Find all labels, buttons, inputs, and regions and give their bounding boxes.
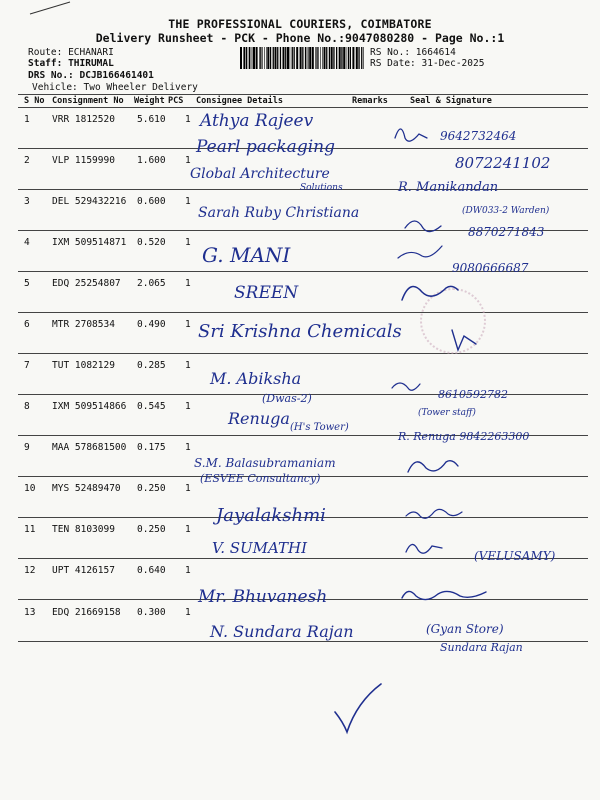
company-title: THE PROFESSIONAL COURIERS, COIMBATORE (168, 17, 432, 31)
hw-r13-name: N. Sundara Rajan (210, 622, 354, 641)
hw-r10-name: Jayalakshmi (216, 505, 326, 526)
col-remarks: Remarks (352, 96, 388, 106)
row-sno: 7 (24, 360, 30, 371)
row-consignment-no: IXM 509514871 (52, 237, 127, 248)
hw-r4-phone: 9080666687 (452, 261, 529, 275)
header-rule-top (18, 94, 588, 95)
row-consignment-no: MYS 52489470 (52, 483, 121, 494)
table-row (0, 313, 600, 353)
row-divider (18, 641, 588, 642)
row-pcs: 1 (185, 155, 191, 166)
hw-r13-store: (Gyan Store) (426, 622, 504, 636)
hw-r11-note: (VELUSAMY) (474, 549, 556, 563)
staff-value: THIRUMAL (68, 58, 114, 69)
col-pcs: PCS (168, 96, 184, 106)
drs-value: DCJB166461401 (79, 70, 154, 81)
hw-r7-phone: 8610592782 (438, 388, 508, 401)
hw-r3-phone: 8870271843 (468, 225, 545, 239)
col-consignment: Consignment No (52, 96, 124, 106)
table-row (0, 272, 600, 312)
rs-no-line (370, 47, 456, 58)
row-consignment-no: VLP 1159990 (52, 155, 115, 166)
rs-date-label: RS Date: (370, 58, 416, 69)
vehicle-label: Vehicle: (32, 82, 78, 93)
table-row (0, 559, 600, 599)
hw-r7-note: (Dwas-2) (262, 392, 312, 405)
hw-r13-signer: Sundara Rajan (440, 641, 523, 654)
row-pcs: 1 (185, 196, 191, 207)
hw-r8-signer: R. Renuga 9842263300 (398, 430, 530, 443)
runsheet-subtitle: Delivery Runsheet - PCK - Phone No.:9047080280 - Page No.:1 (95, 31, 505, 45)
row-sno: 4 (24, 237, 30, 248)
row-consignment-no: TEN 8103099 (52, 524, 115, 535)
drs-line (28, 70, 154, 81)
row-weight: 2.065 (137, 278, 166, 289)
row-weight: 0.520 (137, 237, 166, 248)
table-row (0, 601, 600, 641)
row-weight: 0.490 (137, 319, 166, 330)
row-sno: 8 (24, 401, 30, 412)
hw-r2-signer: R. Manikandan (398, 180, 499, 195)
row-consignment-no: IXM 509514866 (52, 401, 127, 412)
table-row (0, 149, 600, 189)
hw-r6-name: Sri Krishna Chemicals (198, 321, 402, 342)
col-seal-signature: Seal & Signature (410, 96, 492, 106)
row-weight: 5.610 (137, 114, 166, 125)
row-weight: 0.285 (137, 360, 166, 371)
rs-no-value: 1664614 (415, 47, 456, 58)
row-pcs: 1 (185, 278, 191, 289)
row-sno: 3 (24, 196, 30, 207)
route-label: Route: (28, 47, 63, 58)
row-sno: 11 (24, 524, 36, 535)
hw-r11-name: V. SUMATHI (212, 539, 308, 557)
row-sno: 1 (24, 114, 30, 125)
table-row (0, 354, 600, 394)
row-consignment-no: DEL 529432216 (52, 196, 127, 207)
runsheet-barcode (240, 47, 366, 69)
row-consignment-no: VRR 1812520 (52, 114, 115, 125)
hw-r9-company: (ESVEE Consultancy) (200, 472, 321, 485)
row-pcs: 1 (185, 237, 191, 248)
row-sno: 13 (24, 607, 36, 618)
row-pcs: 1 (185, 565, 191, 576)
route-value: ECHANARI (68, 47, 114, 58)
hw-r1-name: Athya Rajeev (200, 111, 314, 131)
row-sno: 5 (24, 278, 30, 289)
drs-label: DRS No.: (28, 70, 74, 81)
hw-r2-company: Global Architecture (190, 166, 330, 182)
row-sno: 9 (24, 442, 30, 453)
rs-date-line (370, 58, 484, 69)
hw-r7-name: M. Abiksha (210, 369, 302, 388)
row-pcs: 1 (185, 483, 191, 494)
row-sno: 12 (24, 565, 36, 576)
row-weight: 0.250 (137, 524, 166, 535)
row-weight: 0.250 (137, 483, 166, 494)
table-row (0, 108, 600, 148)
row-weight: 0.300 (137, 607, 166, 618)
row-sno: 10 (24, 483, 36, 494)
row-consignment-no: MTR 2708534 (52, 319, 115, 330)
hw-r1-company: Pearl packaging (196, 137, 335, 157)
row-weight: 0.640 (137, 565, 166, 576)
hw-r4-name: G. MANI (202, 243, 291, 267)
hw-r3-name: Sarah Ruby Christiana (198, 205, 360, 221)
vehicle-line (32, 82, 198, 93)
hw-r8-name: Renuga (228, 409, 290, 428)
hw-r2-company-b: Solutions (300, 183, 343, 193)
row-pcs: 1 (185, 607, 191, 618)
vehicle-value: Two Wheeler Delivery (83, 82, 198, 93)
staff-label: Staff: (28, 58, 63, 69)
row-weight: 1.600 (137, 155, 166, 166)
hw-r8-tower-staff: (Tower staff) (418, 408, 476, 418)
hw-checkmark (335, 684, 381, 732)
row-pcs: 1 (185, 360, 191, 371)
hw-r12-name: Mr. Bhuvanesh (198, 587, 328, 607)
row-pcs: 1 (185, 319, 191, 330)
row-pcs: 1 (185, 401, 191, 412)
table-row (0, 395, 600, 435)
hw-r2-phone: 8072241102 (455, 154, 551, 172)
table-row (0, 518, 600, 558)
route-line (28, 47, 114, 58)
row-consignment-no: EDQ 21669158 (52, 607, 121, 618)
table-row (0, 190, 600, 230)
row-weight: 0.600 (137, 196, 166, 207)
table-row (0, 477, 600, 517)
hw-r3-note: (DW033-2 Warden) (462, 206, 550, 216)
row-sno: 6 (24, 319, 30, 330)
col-sno: S No (24, 96, 45, 106)
row-weight: 0.175 (137, 442, 166, 453)
row-pcs: 1 (185, 524, 191, 535)
staff-line (28, 58, 114, 69)
row-consignment-no: TUT 1082129 (52, 360, 115, 371)
row-pcs: 1 (185, 442, 191, 453)
hw-r1-phone: 9642732464 (440, 129, 517, 143)
row-consignment-no: UPT 4126157 (52, 565, 115, 576)
row-weight: 0.545 (137, 401, 166, 412)
row-sno: 2 (24, 155, 30, 166)
hw-r9-name: S.M. Balasubramaniam (194, 456, 336, 470)
col-weight: Weight (134, 96, 165, 106)
table-row (0, 436, 600, 476)
row-consignment-no: MAA 578681500 (52, 442, 127, 453)
row-divider (18, 599, 588, 600)
col-consignee: Consignee Details (196, 96, 283, 106)
hw-r5-name: SREEN (234, 283, 299, 303)
row-consignment-no: EDQ 25254807 (52, 278, 121, 289)
faded-stamp (420, 288, 486, 354)
row-pcs: 1 (185, 114, 191, 125)
table-row (0, 231, 600, 271)
rs-no-label: RS No.: (370, 47, 411, 58)
hw-r8-note: (H's Tower) (290, 422, 349, 433)
rs-date-value: 31-Dec-2025 (421, 58, 485, 69)
